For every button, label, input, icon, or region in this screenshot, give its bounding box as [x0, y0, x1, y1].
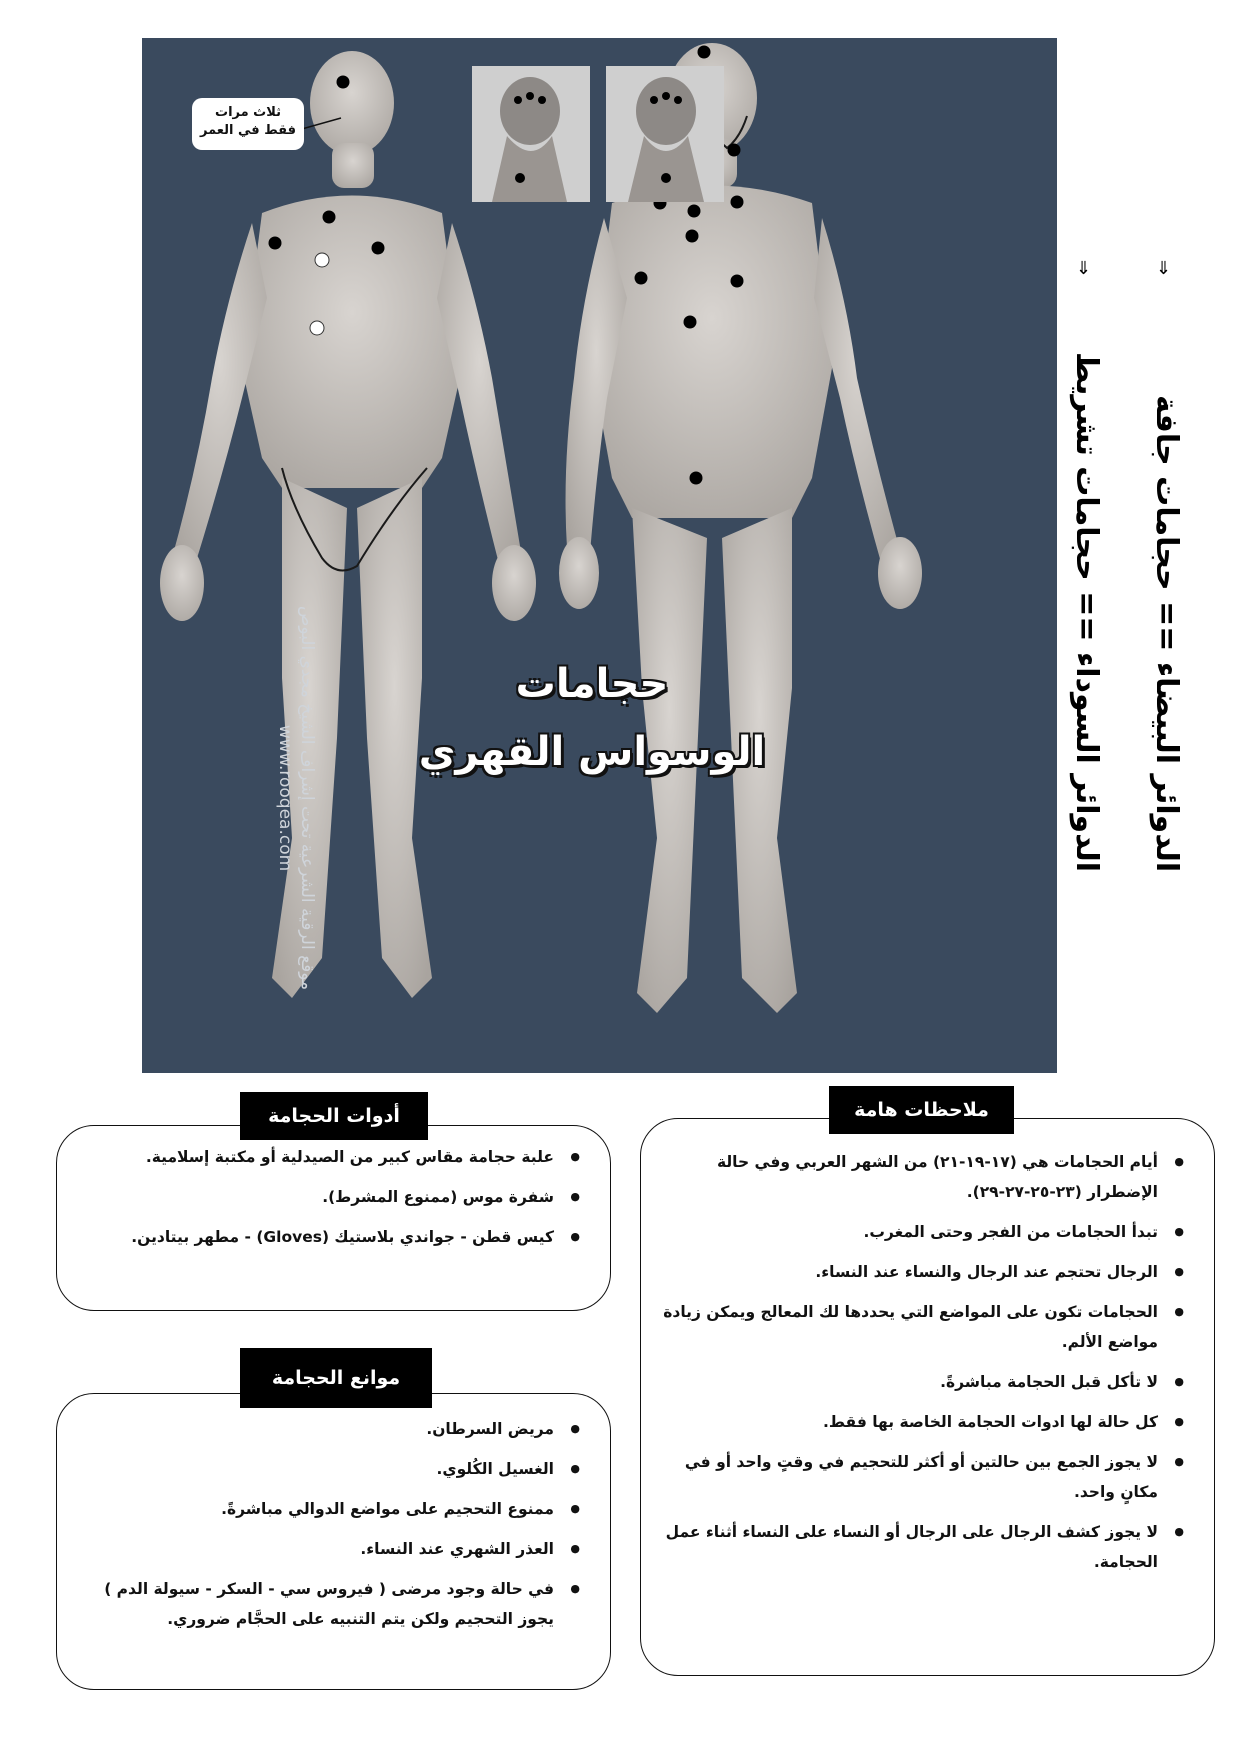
cupping-point-white [310, 321, 324, 335]
contraindications-box [56, 1393, 611, 1690]
tools-title: أدوات الحجامة [240, 1092, 428, 1140]
list-item: ● لا يجوز كشف الرجال على الرجال أو النساء على النساء أثناء عمل الحجامة. [661, 1517, 1184, 1577]
notes-list [641, 1119, 1214, 1577]
tools-list [57, 1126, 610, 1252]
cupping-point-black [731, 275, 744, 288]
cupping-point-black [728, 144, 741, 157]
list-item: ● علبة حجامة مقاس كبير من الصيدلية أو مكتبة إسلامية. [77, 1142, 580, 1172]
legend-white-text: الدوائر البيضاء == حجامات جافة [1149, 394, 1184, 872]
notes-title: ملاحظات هامة [829, 1086, 1014, 1134]
contraindications-list [57, 1394, 610, 1634]
list-item: ● الرجال تحتجم عند الرجال والنساء عند النساء. [661, 1257, 1184, 1287]
cupping-point-black [372, 242, 385, 255]
head-side-view-right [606, 66, 724, 202]
list-item: ● شفرة موس (ممنوع المشرط). [77, 1182, 580, 1212]
head-side-view-left [472, 66, 590, 202]
site-url: www.rooqea.com [275, 724, 295, 872]
cupping-point-white [315, 253, 329, 267]
list-item: ● تبدأ الحجامات من الفجر وحتى المغرب. [661, 1217, 1184, 1247]
poster-title-line: حجامات [515, 661, 669, 707]
list-item: ● العذر الشهري عند النساء. [77, 1534, 580, 1564]
cupping-point-black [635, 272, 648, 285]
list-item: ● كيس قطن - جواندي بلاستيك (Gloves) - مطهر بيتادين. [77, 1222, 580, 1252]
legend-black-text: الدوائر السوداء == حجامات تشريط [1069, 351, 1104, 872]
cupping-point-black [698, 46, 711, 59]
callout-three-times [192, 98, 304, 150]
tools-box [56, 1125, 611, 1311]
callout-line: فقط في العمر [200, 123, 296, 138]
callout-line: ثلاث مرات [215, 105, 281, 120]
down-arrow-icon: ⇓ [1076, 258, 1092, 279]
cupping-point-black [686, 230, 699, 243]
cupping-point-black [684, 316, 697, 329]
list-item: ● في حالة وجود مرضى ( فيروس سي - السكر - سيولة الدم ) يجوز التحجيم ولكن يتم التنبيه على الحجَّام ضروري. [77, 1574, 580, 1634]
legend-white-circles [1148, 258, 1184, 878]
list-item: ● كل حالة لها ادوات الحجامة الخاصة بها فقط. [661, 1407, 1184, 1437]
cupping-point-black [688, 205, 701, 218]
list-item: ● ممنوع التحجيم على مواضع الدوالي مباشرةً. [77, 1494, 580, 1524]
cupping-point-black [323, 211, 336, 224]
cupping-point-black [690, 472, 703, 485]
list-item: ● الغسيل الكُلوي. [77, 1454, 580, 1484]
site-credit [248, 578, 318, 1018]
poster-title-line: الوسواس القهري [418, 729, 766, 775]
list-item: ● الحجامات تكون على المواضع التي يحددها لك المعالج ويمكن زيادة مواضع الألم. [661, 1297, 1184, 1357]
notes-box [640, 1118, 1215, 1676]
contraindications-title: موانع الحجامة [240, 1348, 432, 1408]
cupping-poster [142, 38, 1057, 1073]
cupping-point-black [731, 196, 744, 209]
cupping-point-black [337, 76, 350, 89]
legend-black-circles [1068, 258, 1104, 878]
list-item: ● لا يجوز الجمع بين حالتين أو أكثر للتحجيم في وقتٍ واحد أو في مكانٍ واحد. [661, 1447, 1184, 1507]
site-credit-text: موقع الرقية الشرعية تحت إشراف الشيخ مجدي البوص [297, 605, 317, 991]
list-item: ● مريض السرطان. [77, 1414, 580, 1444]
poster-title [412, 650, 772, 786]
list-item: ● لا تأكل قبل الحجامة مباشرةً. [661, 1367, 1184, 1397]
cupping-point-black [269, 237, 282, 250]
down-arrow-icon: ⇓ [1156, 258, 1172, 279]
list-item: ● أيام الحجامات هي (١٧-١٩-٢١) من الشهر العربي وفي حالة الإضطرار (٢٣-٢٥-٢٧-٢٩). [661, 1147, 1184, 1207]
